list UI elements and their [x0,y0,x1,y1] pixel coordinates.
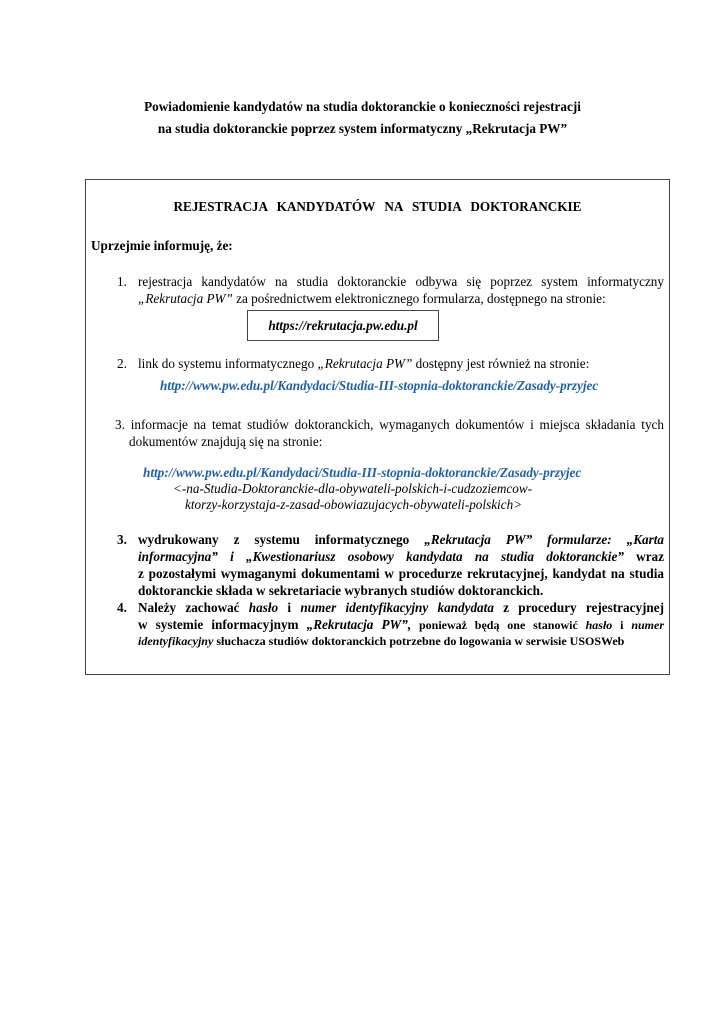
item-3a-url-continuation-2: ktorzy-korzystaja-z-zasad-obowiazujacych-obywateli-polskich> [185,497,523,512]
item-4-line-1-a: Należy zachować [138,600,249,615]
item-4-line-3 [138,633,664,650]
item-3b-line-1 [138,531,664,548]
item-4-line-2-a: w systemie informacyjnym [138,617,307,632]
item-1-line-2-text: za pośrednictwem elektronicznego formularza, dostępnego na stronie: [232,291,606,306]
item-4-number: 4. [117,600,127,615]
item-2-url-link[interactable]: http://www.pw.edu.pl/Kandydaci/Studia-III-stopnia-doktoranckie/Zasady-przyjec [160,378,599,393]
registration-info-box [85,179,670,675]
item-3a-text: informacje na temat studiów doktoranckich, wymaganych dokumentów i miejsca składania tych [130,417,664,432]
item-3b-line-2-italic: informacyjna” i „Kwestionariusz osobowy kandydata na studia doktoranckie” [138,549,624,564]
item-2-text-a: link do systemu informatycznego [138,356,318,371]
item-2-text [138,355,664,372]
system-name: „Rekrutacja PW”, [306,617,412,632]
item-2-text-b: dostępny jest również na stronie: [412,356,590,371]
system-name: „Rekrutacja PW” [138,291,233,306]
item-3a-line-1 [115,416,664,433]
item-4-line-2 [138,616,664,634]
item-4-password-term: hasło [248,600,279,615]
item-3b-line-1-a: wydrukowany z systemu informatycznego [138,532,425,547]
item-1-line-2 [138,290,664,307]
item-1-number: 1. [117,274,127,289]
item-4-line-3-b: słuchacza studiów doktoranckich potrzebne do logowania w serwisie USOSWeb [213,634,625,648]
item-4-password-term-2: hasło [585,618,613,632]
system-name: „Rekrutacja PW” [317,356,413,371]
item-2-number: 2. [117,356,127,371]
item-3a-number: 3. [115,417,125,432]
document-title-line-1: Powiadomienie kandydatów na studia doktoranckie o konieczności rejestracji [144,99,581,114]
item-4-id-term: numer identyfikacyjny kandydata [300,600,494,615]
item-3b-line-3: z pozostałymi wymaganymi dokumentami w procedurze rekrutacyjnej, kandydat na studia [138,566,664,581]
item-4-line-1-b: i [278,600,301,615]
item-3a-url-continuation-1: <-na-Studia-Doktoranckie-dla-obywateli-polskich-i-cudzoziemcow- [173,481,533,496]
item-4-identifier-term: identyfikacyjny [138,634,214,648]
item-4-line-1-c: z procedury rejestracyjnej [493,600,665,615]
document-title-line-2: na studia doktoranckie poprzez system informatyczny „Rekrutacja PW” [157,121,568,136]
item-4-number-term: numer [631,618,664,632]
item-3b-line-2-b: wraz [623,549,665,564]
item-4-line-2-b: ponieważ będą one stanowić [411,618,586,632]
item-3b-line-2 [138,548,664,565]
item-1-line-1: rejestracja kandydatów na studia doktoranckie odbywa się poprzez system informatyczny [138,274,664,289]
item-4-line-1 [138,599,664,616]
box-heading: REJESTRACJA KANDYDATÓW NA STUDIA DOKTORANCKIE [173,199,582,214]
item-3a-line-2: dokumentów znajdują się na stronie: [129,434,323,449]
registration-url-link[interactable]: https://rekrutacja.pw.edu.pl [247,310,439,341]
item-3b-line-1-italic: „Rekrutacja PW” formularze: „Karta [424,532,664,547]
intro-text: Uprzejmie informuję, że: [91,238,233,253]
item-3b-number: 3. [117,532,127,547]
item-3b-line-4: doktoranckie składa w sekretariacie wybranych studiów doktoranckich. [138,583,544,598]
item-4-line-2-c: i [612,618,632,632]
item-3a-url-link[interactable]: http://www.pw.edu.pl/Kandydaci/Studia-III-stopnia-doktoranckie/Zasady-przyjec [143,465,582,480]
